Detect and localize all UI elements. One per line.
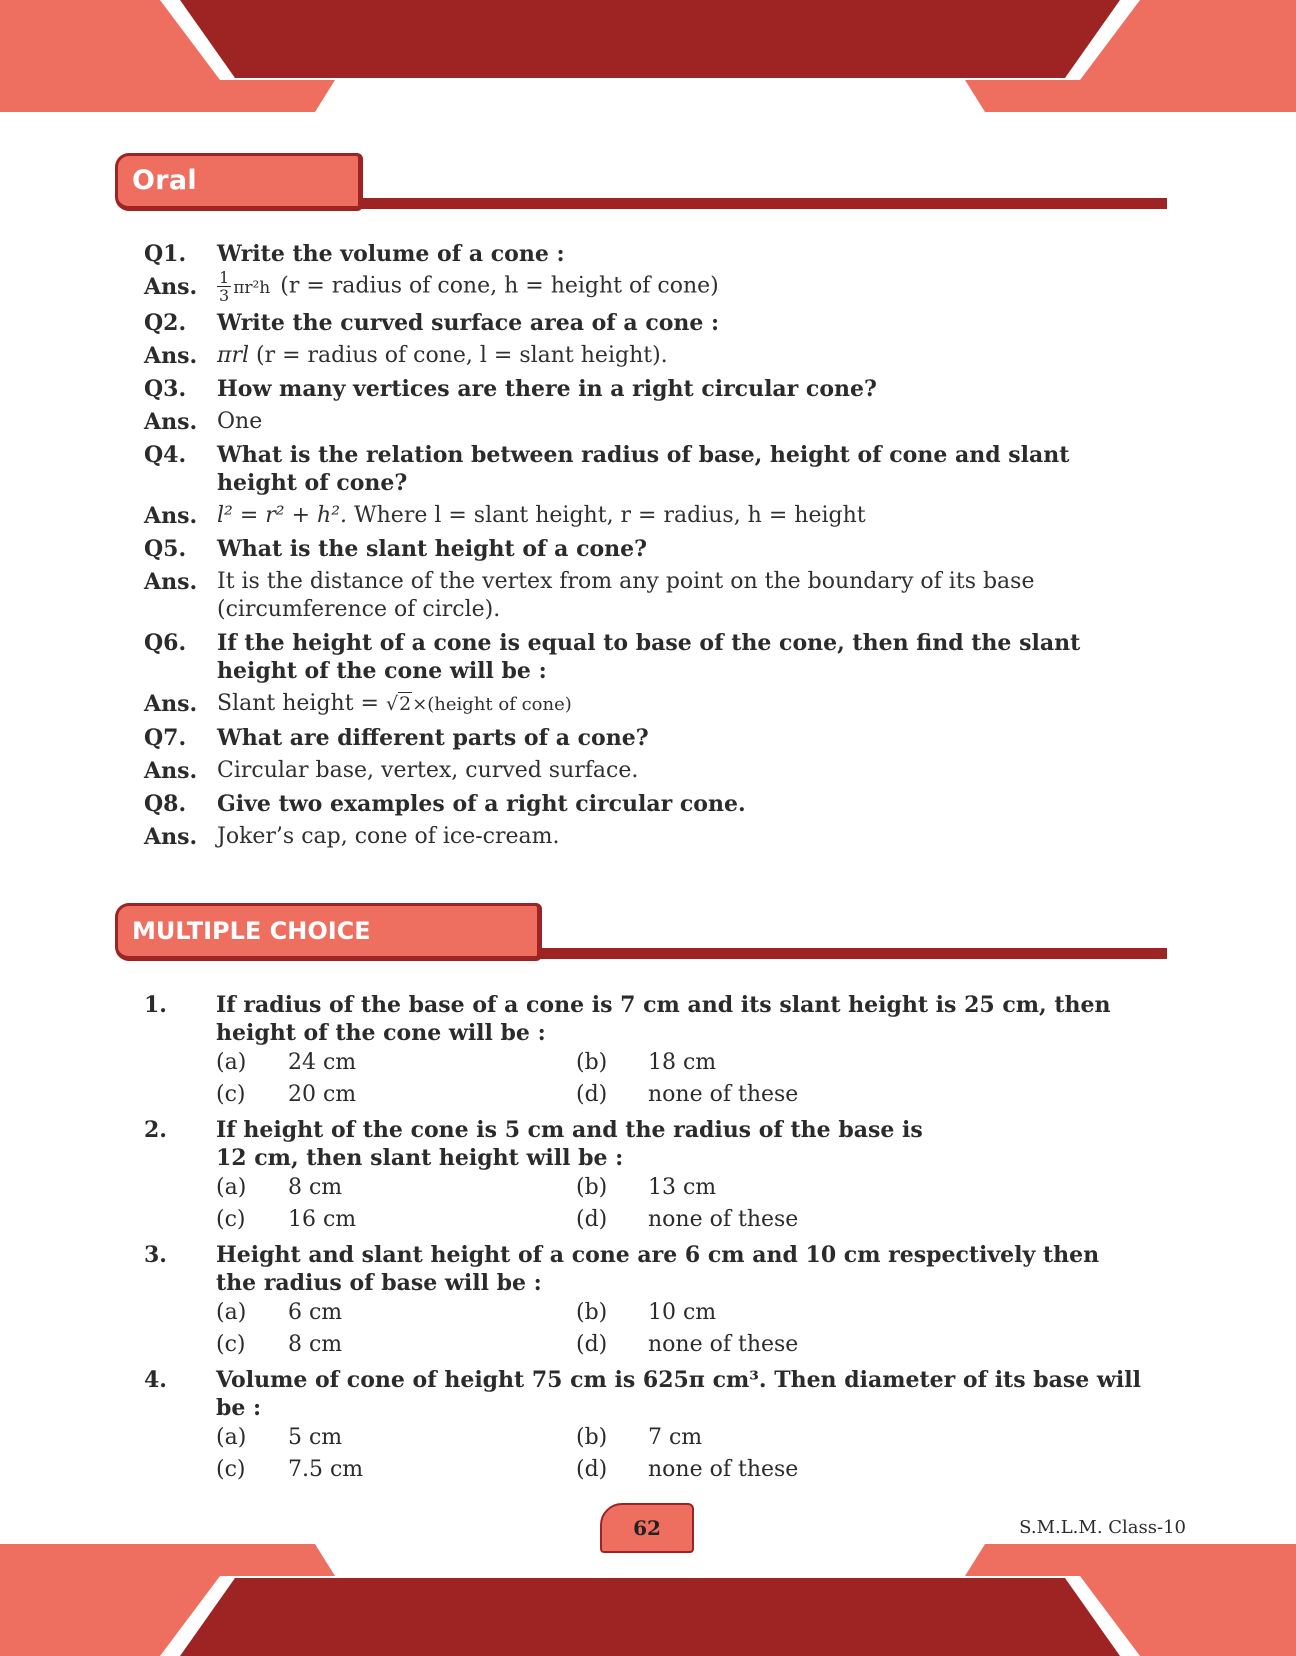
answer-row: Ans. Circular base, vertex, curved surface. [144, 758, 639, 784]
answer-row: Ans. l² = r² + h². Where l = slant height, r = radius, h = height [144, 503, 866, 529]
mcq-item: 2. If height of the cone is 5 cm and the radius of the base is 12 cm, then slant height will be : (a) 8 cm (b) 13 cm (c) 16 cm (d) none of these [144, 1116, 1144, 1236]
answer-row: Ans. One [144, 409, 263, 435]
question-row: Q7. What are different parts of a cone? [144, 725, 649, 751]
oral-questions-list [144, 240, 1144, 856]
option: (c) 20 cm [216, 1082, 357, 1107]
section-rule [345, 198, 1167, 209]
book-label: S.M.L.M. Class-10 [1019, 1517, 1186, 1538]
page-number: 62 [600, 1503, 694, 1553]
option: (d) none of these [576, 1082, 799, 1107]
question-row: Q8. Give two examples of a right circular cone. [144, 791, 746, 817]
option: (d) none of these [576, 1332, 799, 1357]
section-rule [515, 948, 1167, 959]
question-row: Q4. What is the relation between radius of base, height of cone and slant height of cone? [144, 442, 1070, 496]
option: (c) 8 cm [216, 1332, 343, 1357]
mcq-list [144, 991, 1144, 1491]
fraction: $\frac{1}{3}$ [219, 268, 230, 305]
answer-row: Ans. Slant height = √2×(height of cone) [144, 691, 572, 717]
option: (a) 8 cm [216, 1175, 343, 1200]
mcq-item: 1. If radius of the base of a cone is 7 cm and its slant height is 25 cm, then height of the cone will be : (a) 24 cm (b) 18 cm (c) 20 cm (d) none of these [144, 991, 1144, 1111]
oral-questions-header [115, 153, 1167, 246]
bottom-banner [0, 1536, 1296, 1656]
option: (c) 7.5 cm [216, 1457, 364, 1482]
square-root: √2 [385, 693, 412, 715]
question-row: Q6. If the height of a cone is equal to base of the cone, then find the slant height of the cone will be : [144, 630, 1081, 684]
option: (a) 5 cm [216, 1425, 343, 1450]
question-row: Q3. How many vertices are there in a right circular cone? [144, 376, 877, 402]
option: (c) 16 cm [216, 1207, 357, 1232]
option: (d) none of these [576, 1457, 799, 1482]
option: (a) 24 cm [216, 1050, 357, 1075]
option: (b) 13 cm [576, 1175, 717, 1200]
mcq-header [115, 903, 1167, 995]
option: (b) 7 cm [576, 1425, 703, 1450]
answer-row: Ans. $\frac{1}{3}$ πr²h (r = radius of cone, h = height of cone) [144, 268, 719, 305]
option: (b) 18 cm [576, 1050, 717, 1075]
answer-row: Ans. It is the distance of the vertex from any point on the boundary of its base (circumference of circle). [144, 569, 1035, 622]
answer-row: Ans. Joker’s cap, cone of ice-cream. [144, 824, 560, 850]
top-banner [0, 0, 1296, 120]
option: (d) none of these [576, 1207, 799, 1232]
mcq-item: 4. Volume of cone of height 75 cm is 625π cm³. Then diameter of its base will be : (a) 5 cm (b) 7 cm (c) 7.5 cm (d) none of these [144, 1366, 1144, 1486]
question-row: Q5. What is the slant height of a cone? [144, 536, 648, 562]
option: (b) 10 cm [576, 1300, 717, 1325]
answer-row: Ans. πrl (r = radius of cone, l = slant height). [144, 343, 668, 369]
mcq-item: 3. Height and slant height of a cone are 6 cm and 10 cm respectively then the radius of base will be : (a) 6 cm (b) 10 cm (c) 8 cm (d) none of these [144, 1241, 1144, 1361]
question-row: Q2. Write the curved surface area of a cone : [144, 310, 720, 336]
section-title: MULTIPLE CHOICE QUESTIONS [115, 903, 542, 961]
option: (a) 6 cm [216, 1300, 343, 1325]
section-title: Oral Questions [115, 153, 363, 211]
question-row: Q1. Write the volume of a cone : [144, 241, 565, 267]
